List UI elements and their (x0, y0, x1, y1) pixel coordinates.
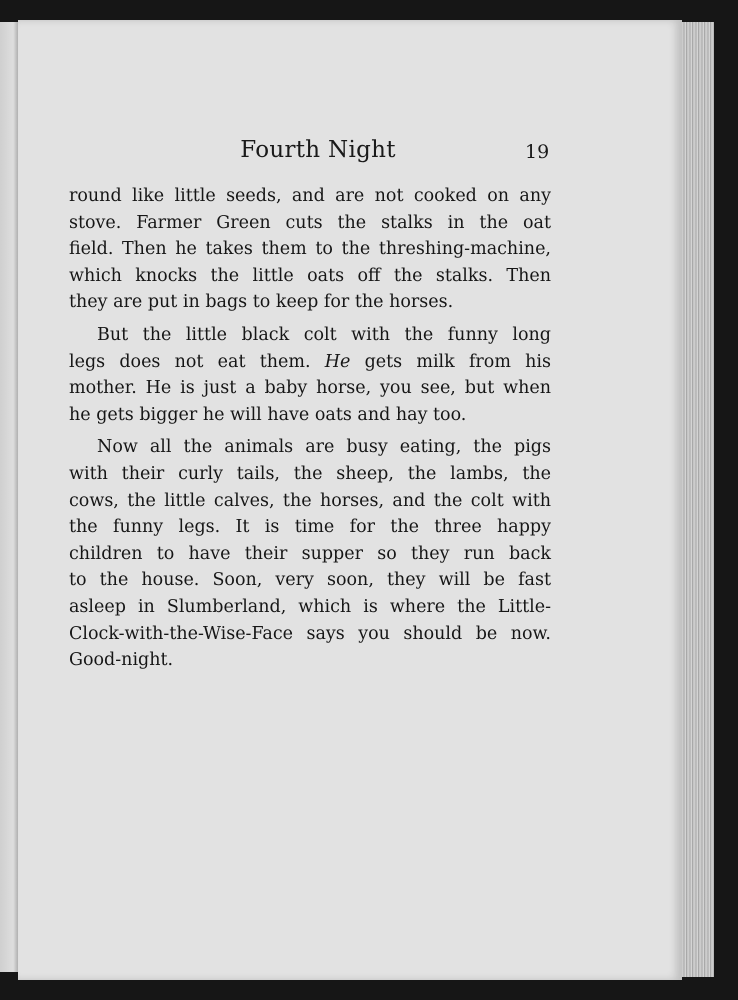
body-text (69, 183, 551, 674)
text-line: with their curly tails, the sheep, the lambs, the (69, 463, 551, 484)
text-segment: gets milk from his (364, 351, 551, 372)
running-head-title: Fourth Night (240, 137, 396, 163)
paragraph (69, 322, 551, 428)
paragraph (69, 183, 551, 316)
text-line: But the little black colt with the funny long (97, 324, 551, 345)
book-page (18, 20, 682, 980)
text-line: Now all the animals are busy eating, the pigs (97, 437, 551, 458)
text-line: which knocks the little oats off the stalks. Then (69, 265, 551, 286)
text-line: stove. Farmer Green cuts the stalks in the oat (69, 212, 551, 233)
text-line: round like little seeds, and are not cooked on any (69, 186, 551, 206)
text-line: they are put in bags to keep for the horses. (69, 292, 454, 313)
text-line: asleep in Slumberland, which is where the Little- (69, 596, 551, 617)
page-number: 19 (525, 141, 550, 163)
text-segment: legs does not eat them. (69, 351, 311, 372)
text-line: to the house. Soon, very soon, they will be fast (69, 570, 551, 591)
paragraph (69, 434, 551, 673)
text-line: mother. He is just a baby horse, you see, but when (69, 378, 551, 399)
page-block-edges (680, 22, 714, 977)
text-line: he gets bigger he will have oats and hay too. (69, 404, 467, 425)
text-line: field. Then he takes them to the threshing-machine, (69, 239, 551, 260)
text-line: the funny legs. It is time for the three happy (69, 517, 551, 538)
text-line: children to have their supper so they run back (69, 543, 551, 564)
text-line: Clock-with-the-Wise-Face says you should be now. (69, 623, 551, 644)
text-line-mixed (69, 349, 551, 376)
text-line: cows, the little calves, the horses, and the colt with (69, 490, 551, 511)
text-line: Good-night. (69, 650, 174, 671)
emphasis-text: He (324, 351, 351, 372)
